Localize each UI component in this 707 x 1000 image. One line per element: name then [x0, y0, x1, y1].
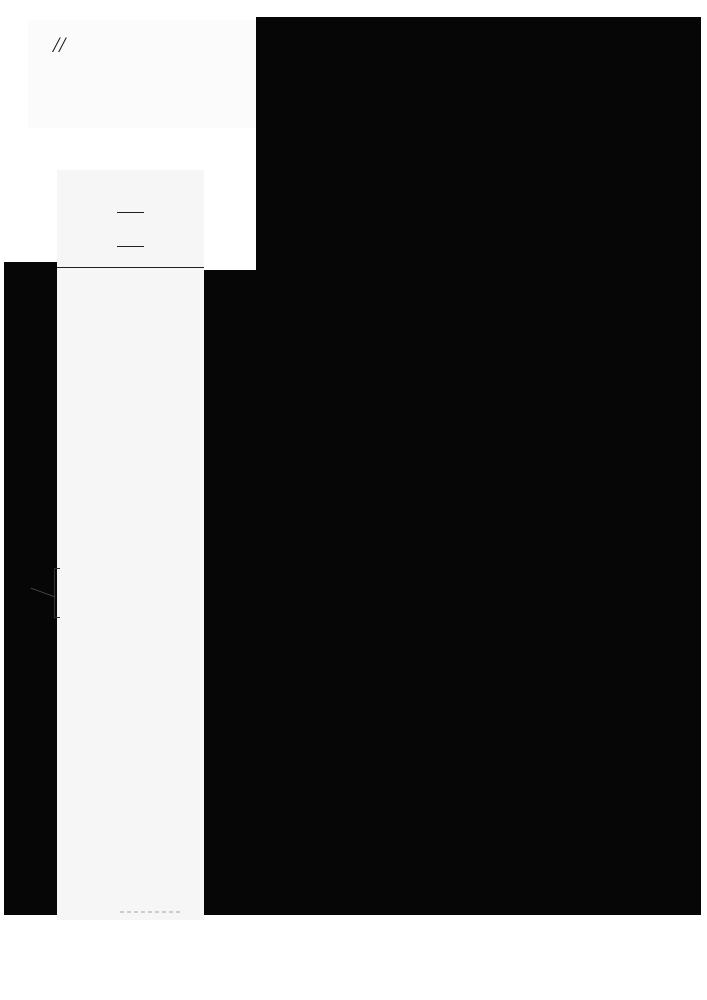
scan-background-main [204, 270, 701, 915]
section-rule [57, 267, 204, 268]
scan-background-top [256, 17, 701, 270]
cut-edge-dashes [120, 911, 180, 913]
article-column [57, 170, 204, 920]
headline-divider [117, 212, 144, 213]
subheading-divider [117, 246, 144, 247]
handwritten-slash-icon: // [53, 32, 66, 57]
margin-bracket [54, 568, 60, 618]
